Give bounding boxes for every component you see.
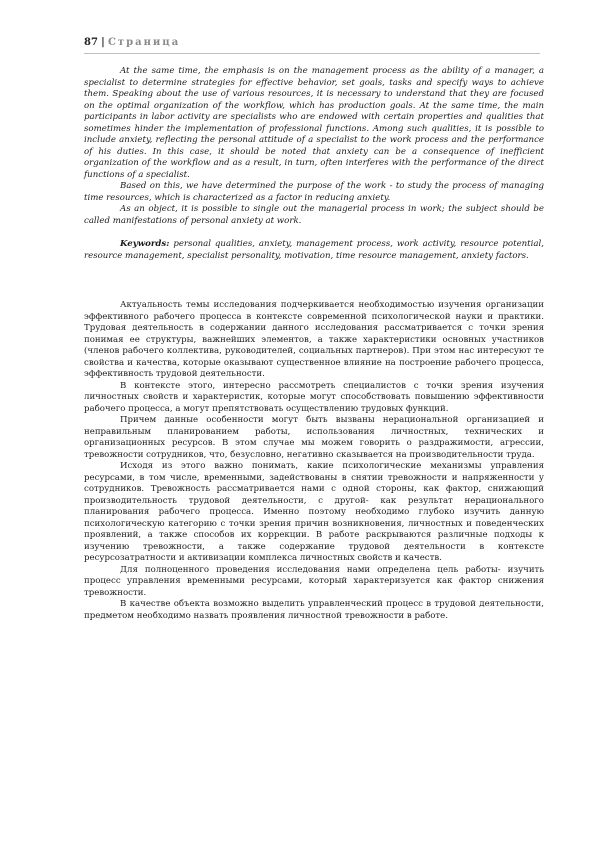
body-paragraph-2: В контексте этого, интересно рассмотреть специалистов с точки зрения изучения личностных свойств и характеристик, которые могут способствовать повышению эффективности рабочего процесса, а могут препятствовать осуществлению трудовых функций.: [84, 380, 544, 414]
page-label: Страница: [107, 37, 181, 48]
main-text: [84, 300, 544, 622]
body-paragraph-5: Для полноценного проведения исследования нами определена цель работы- изучить процесс управления временными ресурсами, который характеризуется как фактор снижения тревожности.: [84, 564, 544, 598]
abstract: [84, 66, 544, 227]
abstract-paragraph-1: At the same time, the emphasis is on the management process as the ability of a manager, a specialist to determine strategies for effective behavior, set goals, tasks and specify ways to achieve them. Speaking about the use of various resources, it is necessary to understand that they are focused on the optimal organization of the workflow, which has production goals. At the same time, the main participants in labor activity are specialists who are endowed with certain properties and qualities that sometimes hinder the implementation of professional functions. Among such qualities, it is possible to include anxiety, reflecting the personal attitude of a specialist to the work process and the performance of his duties. In this case, it should be noted that anxiety can be a consequence of inefficient organization of the workflow and as a result, in turn, often interferes with the performance of the direct functions of a specialist.: [84, 66, 544, 180]
abstract-paragraph-2: Based on this, we have determined the purpose of the work - to study the process of managing time resources, which is characterized as a factor in reducing anxiety.: [84, 181, 544, 203]
body-paragraph-3: Причем данные особенности могут быть вызваны нерациональной организацией и неправильным планированием работы, использования личностных, технических и организационных ресурсов. В этом случае мы можем говорить о раздражимости, агрессии, тревожности сотрудников, что, безусловно, негативно сказывается на производительности труда.: [84, 415, 544, 460]
body-paragraph-4: Исходя из этого важно понимать, какие психологические механизмы управления ресурсами, в том числе, временными, задействованы в снятии тревожности и напряженности у сотрудников. Тревожность рассматривается нами с одной стороны, как фактор, снижающий производительность трудовой деятельности, с другой- как результат нерационального планирования рабочего процесса. Именно поэтому необходимо глубоко изучить данную психологическую категорию с точки зрения причин возникновения, личностных и поведенческих проявлений, а также способов их коррекции. В работе раскрываются различные подходы к изучению тревожности, а также содержание трудовой деятельности в контексте ресурсозатратности и активизации комплекса личностных свойств и качеств.: [84, 461, 544, 563]
abstract-paragraph-3: As an object, it is possible to single out the managerial process in work; the subject should be called manifestations of personal anxiety at work.: [84, 204, 544, 226]
page-number: 87: [84, 37, 98, 48]
keywords: [84, 239, 544, 262]
page-header: [84, 37, 540, 54]
page-content: [84, 66, 544, 622]
keywords-text: personal qualities, anxiety, management process, work activity, resource potential, resource management, specialist personality, motivation, time resource management, anxiety factors.: [84, 239, 544, 261]
header-separator: |: [101, 37, 105, 48]
body-paragraph-6: В качестве объекта возможно выделить управленческий процесс в трудовой деятельности, предметом необходимо назвать проявления личностной тревожности в работе.: [84, 599, 544, 621]
body-paragraph-1: Актуальность темы исследования подчеркивается необходимостью изучения организации эффективного рабочего процесса в контексте современной психологической науки и практики. Трудовая деятельность в содержании данного исследования рассматривается с точки зрения понимая ее структуры, важнейших элементов, а также характеристики основных участников (членов рабочего коллектива, руководителей, социальных партнеров). При этом нас интересуют те свойства и качества, которые оказывают существенное влияние на построение рабочего процесса, эффективность трудовой деятельности.: [84, 300, 544, 379]
keywords-label: Keywords:: [120, 239, 170, 249]
